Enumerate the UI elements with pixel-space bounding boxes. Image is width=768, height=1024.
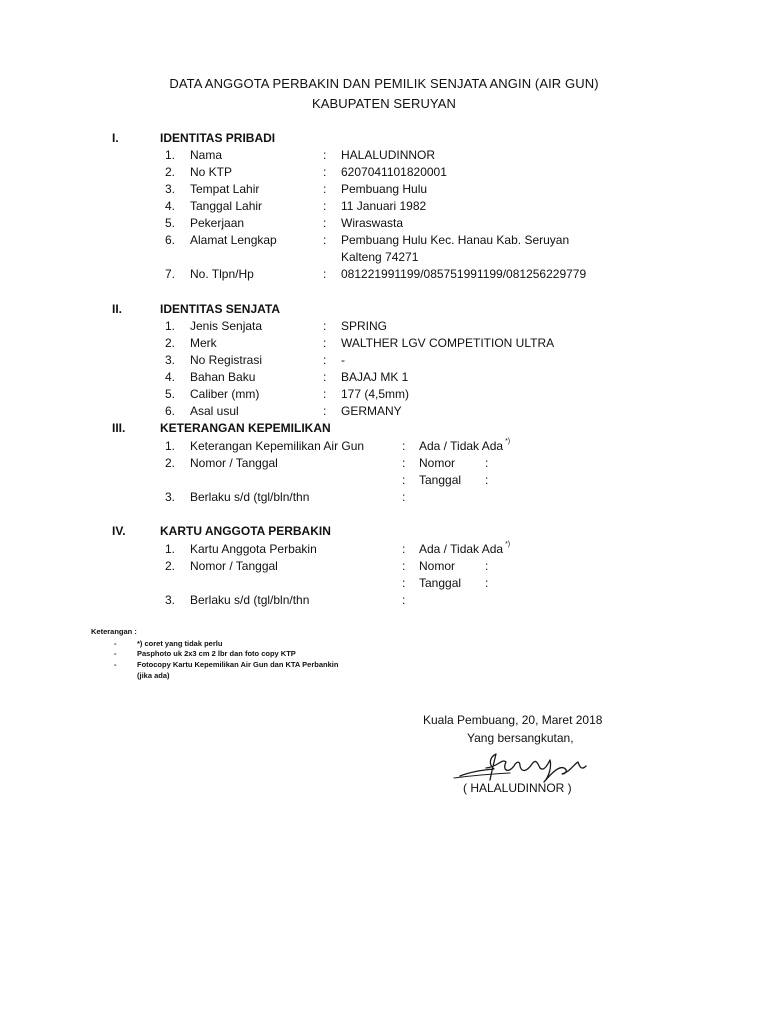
section-heading: KARTU ANGGOTA PERBAKIN <box>160 524 331 538</box>
notes-heading: Keterangan : <box>91 627 137 636</box>
sub-colon: : <box>485 559 489 573</box>
value-text: Ada / Tidak Ada <box>419 542 504 556</box>
field-value: BAJAJ MK 1 <box>341 370 409 384</box>
row-number: 2. <box>165 456 176 470</box>
row-number: 6. <box>165 233 176 247</box>
field-label: Tempat Lahir <box>190 182 260 196</box>
row-number: 2. <box>165 336 176 350</box>
field-colon: : <box>323 387 327 401</box>
field-colon: : <box>323 216 327 230</box>
signer-name: ( HALALUDINNOR ) <box>463 781 572 795</box>
field-colon: : <box>402 473 406 487</box>
signer-role: Yang bersangkutan, <box>467 731 574 745</box>
field-label: Keterangan Kepemilikan Air Gun <box>190 439 365 453</box>
field-colon: : <box>323 404 327 418</box>
field-colon: : <box>402 456 406 470</box>
field-label: No Registrasi <box>190 353 263 367</box>
row-number: 1. <box>165 439 176 453</box>
field-colon: : <box>402 490 406 504</box>
field-colon: : <box>323 353 327 367</box>
field-colon: : <box>323 336 327 350</box>
field-value: - <box>341 353 345 367</box>
field-value: SPRING <box>341 319 388 333</box>
note-dash: - <box>114 639 117 648</box>
field-colon: : <box>323 182 327 196</box>
row-number: 1. <box>165 319 176 333</box>
field-label: Caliber (mm) <box>190 387 260 401</box>
row-number: 1. <box>165 542 176 556</box>
field-colon: : <box>402 593 406 607</box>
row-number: 4. <box>165 370 176 384</box>
field-value: 11 Januari 1982 <box>341 199 427 213</box>
field-value: Pembuang Hulu Kec. Hanau Kab. Seruyan <box>341 233 570 247</box>
field-value: Pembuang Hulu <box>341 182 428 196</box>
field-colon: : <box>402 559 406 573</box>
section-heading: IDENTITAS PRIBADI <box>160 131 276 145</box>
section-numeral: IV. <box>112 524 126 538</box>
field-label: Bahan Baku <box>190 370 256 384</box>
field-value: WALTHER LGV COMPETITION ULTRA <box>341 336 555 350</box>
field-label: No KTP <box>190 165 233 179</box>
field-label: Kartu Anggota Perbakin <box>190 542 317 556</box>
row-number: 3. <box>165 490 176 504</box>
row-number: 5. <box>165 216 176 230</box>
sub-label-nomor: Nomor <box>419 559 456 573</box>
field-colon: : <box>402 576 406 590</box>
field-value-continued: Kalteng 74271 <box>341 250 419 264</box>
note-text: Pasphoto uk 2x3 cm 2 lbr dan foto copy KTP <box>137 649 296 658</box>
field-colon: : <box>402 439 406 453</box>
field-value: Wiraswasta <box>341 216 404 230</box>
field-value: 6207041101820001 <box>341 165 447 179</box>
field-label: Pekerjaan <box>190 216 245 230</box>
field-colon: : <box>323 267 327 281</box>
note-dash: - <box>114 649 117 658</box>
note-text: *) coret yang tidak perlu <box>137 639 223 648</box>
document-title: DATA ANGGOTA PERBAKIN DAN PEMILIK SENJATA ANGIN (AIR GUN) <box>169 76 599 91</box>
field-label: No. Tlpn/Hp <box>190 267 254 281</box>
field-value: HALALUDINNOR <box>341 148 436 162</box>
section-heading: KETERANGAN KEPEMILIKAN <box>160 421 331 435</box>
field-label: Alamat Lengkap <box>190 233 277 247</box>
field-label: Berlaku s/d (tgl/bln/thn <box>190 490 310 504</box>
field-value: 081221991199/085751991199/081256229779 <box>341 267 587 281</box>
field-label: Merk <box>190 336 217 350</box>
row-number: 6. <box>165 404 176 418</box>
row-number: 5. <box>165 387 176 401</box>
sub-colon: : <box>485 576 489 590</box>
sub-label-tanggal: Tanggal <box>419 473 462 487</box>
row-number: 3. <box>165 353 176 367</box>
row-number: 1. <box>165 148 176 162</box>
field-value: 177 (4,5mm) <box>341 387 410 401</box>
section-heading: IDENTITAS SENJATA <box>160 302 281 316</box>
note-text-continued: (jika ada) <box>137 671 170 680</box>
field-colon: : <box>323 370 327 384</box>
place-date: Kuala Pembuang, 20, Maret 2018 <box>423 713 603 727</box>
field-value <box>419 440 510 452</box>
value-text: Ada / Tidak Ada <box>419 439 504 453</box>
field-label: Nomor / Tanggal <box>190 559 278 573</box>
note-text: Fotocopy Kartu Kepemilikan Air Gun dan KTA Perbankin <box>137 660 339 669</box>
footnote-mark: *) <box>505 438 511 445</box>
field-colon: : <box>323 233 327 247</box>
field-label: Jenis Senjata <box>190 319 263 333</box>
sub-label-nomor: Nomor <box>419 456 456 470</box>
field-label: Tanggal Lahir <box>190 199 263 213</box>
field-label: Asal usul <box>190 404 239 418</box>
row-number: 3. <box>165 182 176 196</box>
section-numeral: III. <box>112 421 126 435</box>
sub-colon: : <box>485 456 489 470</box>
field-colon: : <box>323 319 327 333</box>
row-number: 2. <box>165 165 176 179</box>
note-dash: - <box>114 660 117 669</box>
row-number: 2. <box>165 559 176 573</box>
section-numeral: II. <box>112 302 123 316</box>
sub-colon: : <box>485 473 489 487</box>
field-colon: : <box>323 199 327 213</box>
row-number: 3. <box>165 593 176 607</box>
row-number: 7. <box>165 267 176 281</box>
field-colon: : <box>402 542 406 556</box>
field-colon: : <box>323 148 327 162</box>
field-value <box>419 543 510 555</box>
field-value: GERMANY <box>341 404 402 418</box>
field-label: Berlaku s/d (tgl/bln/thn <box>190 593 310 607</box>
field-colon: : <box>323 165 327 179</box>
section-numeral: I. <box>112 131 119 145</box>
footnote-mark: *) <box>505 541 511 548</box>
field-label: Nama <box>190 148 223 162</box>
document-subtitle: KABUPATEN SERUYAN <box>311 96 456 111</box>
sub-label-tanggal: Tanggal <box>419 576 462 590</box>
field-label: Nomor / Tanggal <box>190 456 278 470</box>
row-number: 4. <box>165 199 176 213</box>
